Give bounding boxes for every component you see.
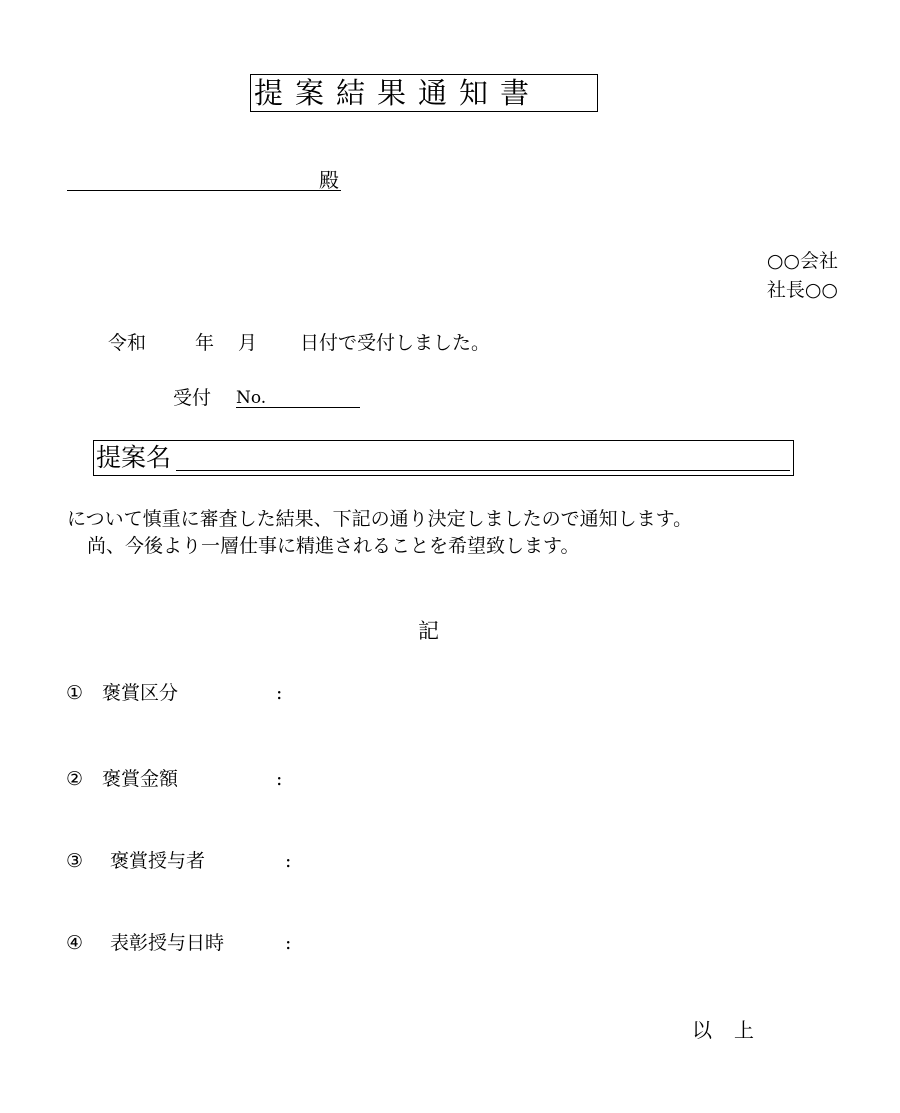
sender-president: 社長○○ <box>766 279 838 301</box>
document-title: 提案結果通知書 <box>250 74 598 112</box>
item-3-label: 褒賞授与者 <box>110 850 206 872</box>
item-1-number: ① <box>66 682 84 704</box>
item-1-label: 褒賞区分 <box>102 682 179 704</box>
item-1-colon: : <box>276 682 283 704</box>
sender-company: ○○会社 <box>766 250 838 272</box>
item-2-number: ② <box>66 768 84 790</box>
date-year-unit: 年 <box>195 332 215 354</box>
date-received-text: 日付で受付しました。 <box>300 332 491 354</box>
closing-text: 以上 <box>692 1018 776 1042</box>
item-4-colon: : <box>285 932 292 954</box>
item-2-colon: : <box>276 768 283 790</box>
proposal-name-line <box>176 470 790 471</box>
reception-number-field: No. <box>236 385 360 408</box>
item-2-label: 褒賞金額 <box>102 768 179 790</box>
ki-heading: 記 <box>418 619 439 643</box>
date-month-unit: 月 <box>238 332 258 354</box>
reception-label: 受付 <box>173 387 212 409</box>
body-text-line-1: について慎重に審査した結果、下記の通り決定しましたので通知します。 <box>67 508 693 530</box>
item-3-number: ③ <box>66 850 84 872</box>
proposal-name-label: 提案名 <box>96 443 172 472</box>
recipient-suffix: 殿 <box>319 168 339 192</box>
recipient-name-line <box>67 190 341 191</box>
item-3-colon: : <box>285 850 292 872</box>
date-era: 令和 <box>108 332 147 354</box>
item-4-label: 表彰授与日時 <box>110 932 225 954</box>
body-text-line-2: 尚、今後より一層仕事に精進されることを希望致します。 <box>87 535 580 557</box>
item-4-number: ④ <box>66 932 84 954</box>
